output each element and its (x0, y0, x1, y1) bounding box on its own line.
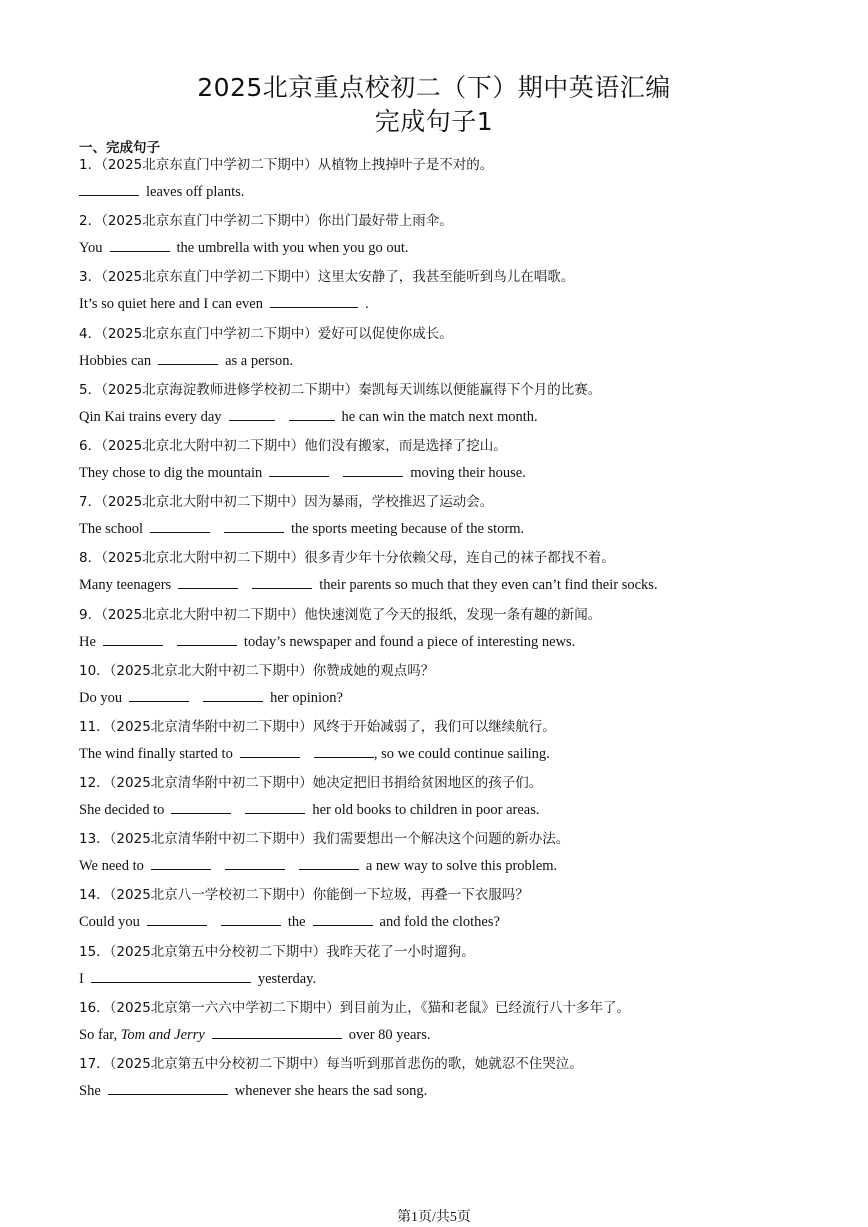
sentence-text: You (79, 240, 103, 257)
answer-blank[interactable] (314, 744, 374, 758)
sentence-text: Tom and Jerry (120, 1026, 205, 1043)
question-prompt: 17．（2025北京第五中分校初二下期中）每当听到那首悲伤的歌，她就忍不住哭泣。 (79, 1056, 583, 1072)
sentence-text: They chose to dig the mountain (79, 464, 263, 481)
answer-sentence (79, 856, 557, 875)
answer-sentence (79, 969, 316, 988)
question-prompt: 15．（2025北京第五中分校初二下期中）我昨天花了一小时遛狗。 (79, 943, 475, 960)
question-item (79, 881, 839, 937)
section-heading: 一、完成句子 (79, 140, 160, 156)
answer-sentence (79, 519, 524, 538)
sentence-text: The wind finally started to (79, 745, 233, 762)
answer-blank[interactable] (203, 688, 263, 702)
question-prompt: 14．（2025北京八一学校初二下期中）你能倒一下垃圾，再叠一下衣服吗？ (79, 887, 529, 904)
question-prompt: 10．（2025北京北大附中初二下期中）你赞成她的观点吗？ (79, 662, 435, 679)
answer-blank[interactable] (343, 463, 403, 477)
question-prompt: 9．（2025北京北大附中初二下期中）他快速浏览了今天的报纸，发现一条有趣的新闻。 (79, 606, 602, 623)
question-item (79, 657, 839, 713)
sentence-text: and fold the clothes? (379, 914, 500, 931)
sentence-text: , so we could continue sailing. (373, 745, 550, 762)
question-item (79, 1050, 839, 1106)
answer-sentence (79, 744, 550, 763)
answer-sentence (79, 182, 244, 201)
question-prompt: 2．（2025北京东直门中学初二下期中）你出门最好带上雨伞。 (79, 213, 453, 230)
question-item (79, 488, 839, 544)
answer-sentence (79, 688, 343, 707)
sentence-text: he can win the match next month. (341, 408, 538, 425)
answer-blank[interactable] (91, 969, 251, 983)
answer-sentence (79, 351, 293, 370)
question-item (79, 544, 839, 600)
question-prompt: 11．（2025北京清华附中初二下期中）风终于开始减弱了，我们可以继续航行。 (79, 718, 556, 735)
sentence-text: over 80 years. (348, 1026, 431, 1043)
question-prompt: 3．（2025北京东直门中学初二下期中）这里太安静了，我甚至能听到鸟儿在唱歌。 (79, 269, 575, 286)
answer-blank[interactable] (110, 238, 170, 252)
answer-blank[interactable] (221, 912, 281, 926)
document-title: 2025北京重点校初二（下）期中英语汇编 (197, 73, 671, 102)
document-subtitle: 完成句子1 (374, 107, 494, 136)
answer-sentence (79, 575, 658, 594)
sentence-text: Qin Kai trains every day (79, 408, 222, 425)
question-item (79, 601, 839, 657)
question-item (79, 151, 839, 207)
sentence-text: their parents so much that they even can’t find their socks. (319, 577, 658, 594)
answer-sentence (79, 1025, 431, 1044)
answer-sentence (79, 463, 526, 482)
sentence-text: the sports meeting because of the storm. (291, 521, 525, 538)
sentence-text: We need to (79, 858, 144, 875)
answer-sentence (79, 632, 575, 651)
question-prompt: 4．（2025北京东直门中学初二下期中）爱好可以促使你成长。 (79, 325, 453, 342)
answer-blank[interactable] (270, 294, 358, 308)
question-prompt: 13．（2025北京清华附中初二下期中）我们需要想出一个解决这个问题的新办法。 (79, 831, 570, 848)
question-item (79, 320, 839, 376)
answer-blank[interactable] (252, 575, 312, 589)
answer-blank[interactable] (289, 407, 335, 421)
answer-blank[interactable] (79, 182, 139, 196)
question-item (79, 376, 839, 432)
sentence-text: . (365, 296, 369, 313)
answer-blank[interactable] (150, 519, 210, 533)
answer-blank[interactable] (158, 351, 218, 365)
answer-blank[interactable] (299, 856, 359, 870)
question-prompt: 16．（2025北京第一六六中学初二下期中）到目前为止，《猫和老鼠》已经流行八十多年了。 (79, 999, 631, 1016)
sentence-text: He (79, 633, 96, 650)
answer-blank[interactable] (240, 744, 300, 758)
answer-blank[interactable] (313, 912, 373, 926)
sentence-text: yesterday. (257, 970, 317, 987)
answer-sentence (79, 1081, 427, 1100)
answer-sentence (79, 800, 539, 819)
question-prompt: 6．（2025北京北大附中初二下期中）他们没有搬家，而是选择了挖山。 (79, 437, 507, 454)
sentence-text: So far, (79, 1026, 118, 1043)
page-indicator: 第1页/共5页 (397, 1210, 471, 1225)
question-item (79, 432, 839, 488)
sentence-text: whenever she hears the sad song. (234, 1083, 428, 1099)
answer-sentence (79, 294, 369, 313)
sentence-text: She decided to (79, 802, 165, 819)
sentence-text: the umbrella with you when you go out. (176, 240, 409, 257)
sentence-text: as a person. (225, 352, 294, 369)
question-item (79, 769, 839, 825)
question-item (79, 713, 839, 769)
sentence-text: leaves off plants. (146, 184, 245, 200)
question-prompt: 8．（2025北京北大附中初二下期中）很多青少年十分依赖父母，连自己的袜子都找不着。 (79, 550, 615, 567)
answer-blank[interactable] (129, 688, 189, 702)
question-item (79, 263, 839, 319)
question-item (79, 938, 839, 994)
answer-blank[interactable] (212, 1025, 342, 1039)
answer-blank[interactable] (103, 632, 163, 646)
question-item (79, 994, 839, 1050)
answer-blank[interactable] (269, 463, 329, 477)
answer-blank[interactable] (224, 519, 284, 533)
question-prompt: 12．（2025北京清华附中初二下期中）她决定把旧书捐给贫困地区的孩子们。 (79, 775, 543, 792)
sentence-text: I (79, 970, 84, 987)
sentence-text: Hobbies can (79, 352, 152, 369)
sentence-text: She (79, 1083, 101, 1099)
sentence-text: moving their house. (410, 464, 526, 481)
sentence-text: Could you (79, 914, 140, 931)
sentence-text: her opinion? (270, 689, 343, 706)
sentence-text: Do you (79, 689, 123, 706)
question-item (79, 825, 839, 881)
sentence-text: today’s newspaper and found a piece of interesting news. (243, 633, 576, 650)
question-prompt: 7．（2025北京北大附中初二下期中）因为暴雨，学校推迟了运动会。 (79, 494, 494, 511)
answer-blank[interactable] (245, 800, 305, 814)
answer-blank[interactable] (147, 912, 207, 926)
answer-sentence (79, 238, 409, 257)
sentence-text: The school (79, 521, 144, 538)
answer-blank[interactable] (177, 632, 237, 646)
question-prompt: 1．（2025北京东直门中学初二下期中）从植物上拽掉叶子是不对的。 (79, 157, 494, 173)
sentence-text: a new way to solve this problem. (365, 858, 558, 875)
answer-blank[interactable] (225, 856, 285, 870)
answer-sentence (79, 407, 538, 426)
answer-blank[interactable] (171, 800, 231, 814)
answer-blank[interactable] (229, 407, 275, 421)
sentence-text: Many teenagers (79, 577, 172, 594)
question-list (79, 151, 839, 1106)
question-item (79, 207, 839, 263)
answer-blank[interactable] (178, 575, 238, 589)
question-prompt: 5．（2025北京海淀教师进修学校初二下期中）秦凯每天训练以便能赢得下个月的比赛。 (79, 381, 602, 398)
sentence-text: the (287, 914, 306, 931)
answer-sentence (79, 912, 500, 931)
answer-blank[interactable] (108, 1081, 228, 1095)
answer-blank[interactable] (151, 856, 211, 870)
sentence-text: It’s so quiet here and I can even (79, 296, 263, 313)
sentence-text: her old books to children in poor areas. (312, 802, 540, 819)
